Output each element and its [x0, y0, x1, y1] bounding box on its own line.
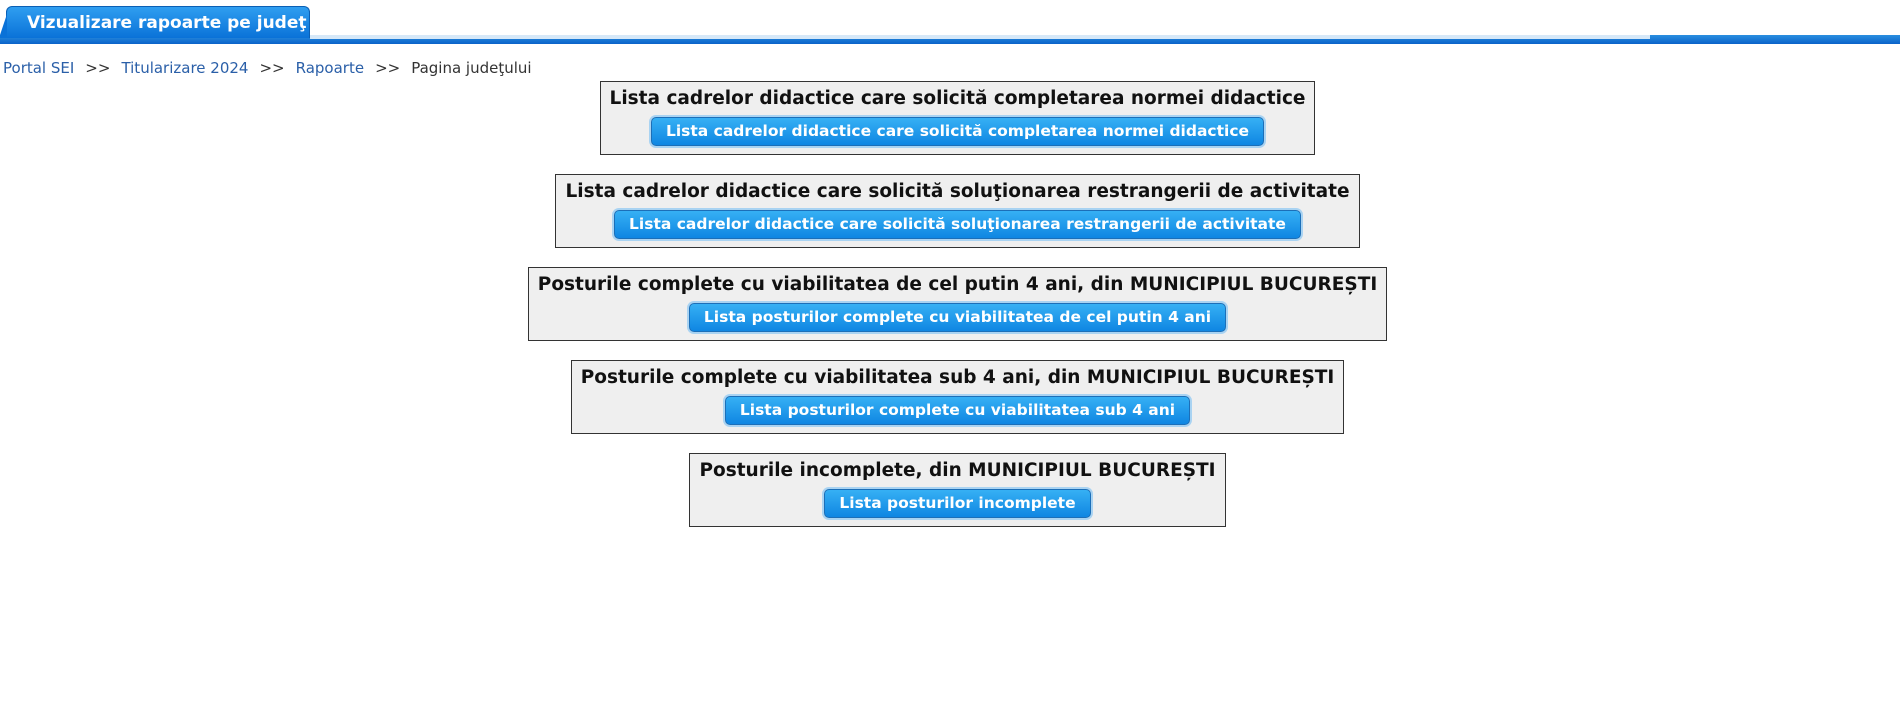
breadcrumb-link-titularizare[interactable]: Titularizare 2024 — [121, 59, 249, 77]
report-box-posturi-4-ani — [528, 267, 1387, 341]
report-list — [0, 81, 1900, 527]
breadcrumb-link-portal-sei[interactable]: Portal SEI — [3, 59, 75, 77]
report-box-posturi-incomplete — [689, 453, 1225, 527]
breadcrumb-separator: >> — [85, 59, 111, 77]
tab-bar — [0, 0, 1900, 46]
breadcrumb-separator: >> — [375, 59, 401, 77]
report-title: Lista cadrelor didactice care solicită completarea normei didactice — [609, 88, 1306, 109]
report-title: Posturile complete cu viabilitatea de cel putin 4 ani, din MUNICIPIUL BUCUREȘTI — [537, 274, 1378, 295]
breadcrumb-current: Pagina judeţului — [411, 59, 532, 77]
report-title: Posturile incomplete, din MUNICIPIUL BUCUREȘTI — [699, 460, 1216, 481]
report-box-completare-norma — [600, 81, 1316, 155]
report-button-posturi-4-ani[interactable]: Lista posturilor complete cu viabilitatea de cel putin 4 ani — [689, 303, 1226, 332]
report-button-posturi-sub-4-ani[interactable]: Lista posturilor complete cu viabilitatea sub 4 ani — [725, 396, 1190, 425]
report-box-restrangere-activitate — [555, 174, 1359, 248]
report-title: Posturile complete cu viabilitatea sub 4 ani, din MUNICIPIUL BUCUREȘTI — [580, 367, 1335, 388]
tab-bar-highlight — [310, 35, 1650, 39]
report-button-completare-norma[interactable]: Lista cadrelor didactice care solicită completarea normei didactice — [651, 117, 1264, 146]
report-button-posturi-incomplete[interactable]: Lista posturilor incomplete — [824, 489, 1090, 518]
report-title: Lista cadrelor didactice care solicită soluţionarea restrangerii de activitate — [565, 181, 1350, 202]
breadcrumb-separator: >> — [259, 59, 285, 77]
report-button-restrangere-activitate[interactable]: Lista cadrelor didactice care solicită soluţionarea restrangerii de activitate — [614, 210, 1301, 239]
breadcrumb-link-rapoarte[interactable]: Rapoarte — [295, 59, 365, 77]
tab-vizualizare-rapoarte[interactable]: Vizualizare rapoarte pe judeţ — [6, 6, 310, 38]
report-box-posturi-sub-4-ani — [571, 360, 1345, 434]
breadcrumb — [3, 59, 532, 77]
